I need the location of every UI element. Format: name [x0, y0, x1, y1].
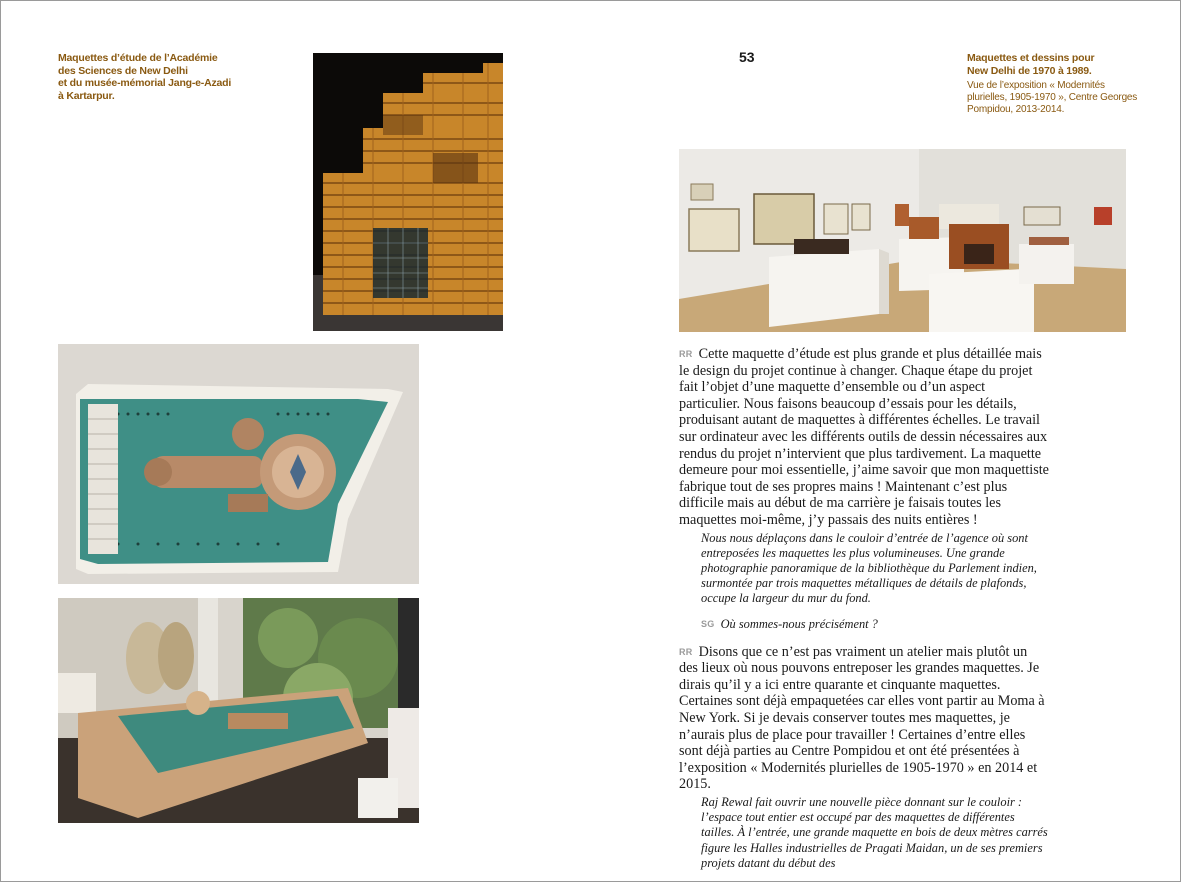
- narration-2: Raj Rewal fait ouvrir une nouvelle pièce donnant sur le couloir : l’espace tout entier est occupé par des maquettes de différentes tailles. À l’entrée, une grande maquette en bois de deux mètres carrés figure les Halles industrielles de Pragati Maidan, un de ses premiers projets datant du début des: [701, 794, 1048, 870]
- memorial-plan-model-photo: [58, 344, 419, 584]
- left-caption-line: Maquettes d’étude de l’Académie: [58, 52, 218, 64]
- office-desk-model-photo: [58, 598, 419, 823]
- right-caption: [967, 52, 1152, 116]
- left-caption: [58, 52, 258, 102]
- right-caption-subtitle-line: Pompidou, 2013-2014.: [967, 104, 1065, 115]
- answer-text: Cette maquette d’étude est plus grande et plus détaillée mais le design du projet continue à changer. Chaque étape du projet fait l’objet d’une maquette d’ensemble ou d’un aspect particulier. Nous faisons beaucoup d’essais pour les détails, produisant autant de maquettes à différentes échelles. Le travail sur ordinateur avec les différents outils de dessin nécessaires aux rendus du projet n’intervient que plus tardivement. La maquette demeure pour moi essentielle, j’aime savoir que mon maquettiste fabrique tout de ses propres mains ! Maintenant c’est plus difficile mais au début de ma carrière je faisais toutes les maquettes moi-même, j’y passais des nuits entières !: [679, 346, 1049, 528]
- right-caption-subtitle: [967, 80, 1152, 116]
- rr-answer-1: [679, 346, 1049, 529]
- answer-text: Disons que ce n’est pas vraiment un atelier mais plutôt un des lieux où nous pouvons entreposer les grandes maquettes. Je dirais qu’il y a ici entre quarante et cinquante maquettes. Certaines sont déjà empaquetées car elles vont partir au Moma à New York. Si je devais conserver toutes mes maquettes, je n’aurais plus de place pour travailler ! Certaines d’entre elles sont déjà parties au Centre Pompidou et ont été présentées à l’exposition « Modernités plurielles de 1905-1970 » en 2014 et 2015.: [679, 643, 1045, 793]
- speaker-tag: SG: [701, 618, 715, 629]
- right-caption-subtitle-line: Vue de l’exposition « Modernités: [967, 80, 1105, 91]
- body-text: [679, 346, 1049, 871]
- academy-model-photo: [313, 53, 503, 331]
- left-caption-line: et du musée-mémorial Jang-e-Azadi: [58, 77, 232, 89]
- right-caption-subtitle-line: plurielles, 1905-1970 », Centre Georges: [967, 92, 1138, 103]
- rr-answer-2: [679, 644, 1049, 793]
- sg-question: [679, 617, 1049, 632]
- question-text: Où sommes-nous précisément ?: [720, 616, 878, 631]
- right-caption-title-line: Maquettes et dessins pour: [967, 52, 1095, 64]
- speaker-tag: RR: [679, 349, 693, 359]
- exhibition-view-photo: [679, 149, 1126, 332]
- left-caption-line: des Sciences de New Delhi: [58, 64, 188, 77]
- left-caption-line: à Kartarpur.: [58, 89, 115, 102]
- narration-1: Nous nous déplaçons dans le couloir d’entrée de l’agence où sont entreposées les maquettes les plus volumineuses. Une grande photographie panoramique de la bibliothèque du Parlement indien, surmontée par trois maquettes métalliques de détails de plafonds, occupe la largeur du mur du fond.: [701, 530, 1037, 606]
- page-number: 53: [739, 49, 755, 65]
- speaker-tag: RR: [679, 646, 693, 657]
- right-caption-title-line: New Delhi de 1970 à 1989.: [967, 64, 1092, 77]
